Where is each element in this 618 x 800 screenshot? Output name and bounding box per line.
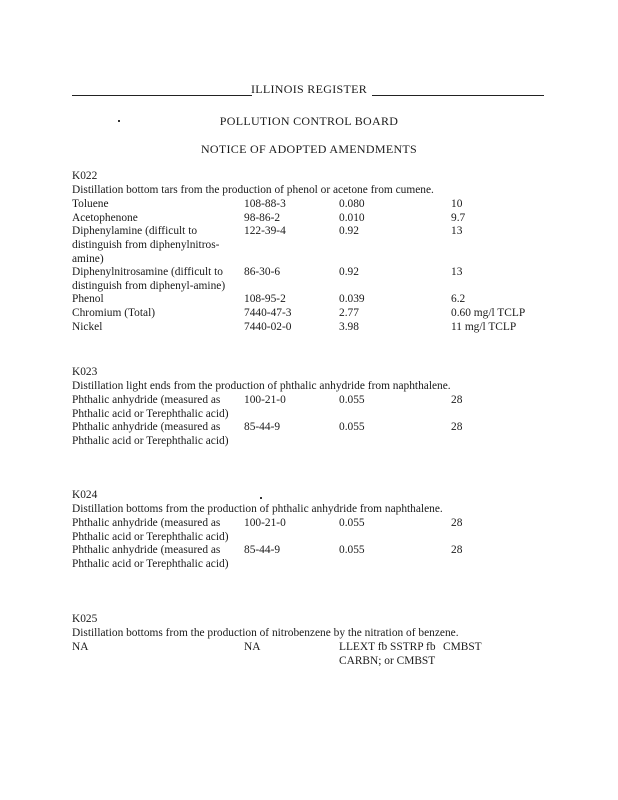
waste-code: K025 [72, 613, 98, 625]
nonwastewater-standard: 9.7 [451, 211, 466, 224]
waste-section-k024 [72, 489, 572, 572]
table-row [72, 421, 572, 448]
constituent-name: Phthalic anhydride (measured as Phthalic acid or Terephthalic acid) [72, 394, 229, 420]
nonwastewater-standard: 13 [451, 266, 463, 279]
waste-code: K024 [72, 489, 98, 501]
table-row [72, 212, 572, 226]
nonwastewater-standard: 28 [451, 517, 463, 530]
nonwastewater-standard: 28 [451, 394, 463, 407]
constituent-name: Phthalic anhydride (measured as Phthalic acid or Terephthalic acid) [72, 517, 229, 543]
wastewater-standard: 0.055 [339, 394, 365, 407]
cas-number: 85-44-9 [244, 421, 281, 434]
waste-section-k025 [72, 613, 572, 668]
wastewater-standard: 3.98 [339, 320, 359, 333]
waste-description: Distillation bottoms from the production of nitrobenzene by the nitration of benzene. [72, 626, 459, 639]
cas-number: 122-39-4 [244, 225, 286, 238]
nonwastewater-standard: 0.60 mg/l TCLP [451, 306, 526, 319]
constituent-name: NA [72, 641, 89, 654]
cas-number: 7440-47-3 [244, 306, 292, 319]
nonwastewater-standard: CMBST [443, 641, 482, 654]
cas-number: 7440-02-0 [244, 320, 292, 333]
constituent-name: Phenol [72, 293, 104, 306]
table-row [72, 198, 572, 212]
table-row [72, 544, 572, 571]
constituent-name: Toluene [72, 198, 109, 211]
nonwastewater-standard: 13 [451, 225, 463, 238]
wastewater-standard: 0.92 [339, 225, 359, 238]
wastewater-standard: 0.055 [339, 544, 365, 557]
constituent-name: Chromium (Total) [72, 306, 156, 319]
constituent-name: Nickel [72, 320, 103, 333]
constituent-name: Phthalic anhydride (measured as Phthalic acid or Terephthalic acid) [72, 421, 229, 447]
wastewater-standard: 0.055 [339, 517, 365, 530]
waste-code: K023 [72, 366, 98, 378]
table-row [72, 293, 572, 307]
constituent-name: Diphenylnitrosamine (difficult to distinguish from diphenyl-amine) [72, 266, 226, 292]
wastewater-standard: 0.010 [339, 211, 365, 224]
wastewater-standard: LLEXT fb SSTRP fb CARBN; or CMBST [339, 641, 436, 667]
scan-speck [118, 120, 120, 122]
table-row [72, 321, 572, 335]
constituent-name: Acetophenone [72, 211, 138, 224]
cas-number: 100-21-0 [244, 394, 286, 407]
table-row [72, 394, 572, 421]
cas-number: 108-88-3 [244, 198, 286, 211]
table-row [72, 266, 572, 293]
board-title: POLLUTION CONTROL BOARD [219, 114, 399, 128]
waste-description: Distillation bottoms from the production of phthalic anhydride from naphthalene. [72, 502, 443, 515]
nonwastewater-standard: 6.2 [451, 293, 466, 306]
table-row [72, 641, 572, 668]
table-row [72, 307, 572, 321]
cas-number: 100-21-0 [244, 517, 286, 530]
wastewater-standard: 2.77 [339, 306, 359, 319]
cas-number: 85-44-9 [244, 544, 281, 557]
notice-title: NOTICE OF ADOPTED AMENDMENTS [200, 142, 418, 156]
cas-number: 108-95-2 [244, 293, 286, 306]
nonwastewater-standard: 28 [451, 421, 463, 434]
nonwastewater-standard: 10 [451, 198, 463, 211]
waste-description: Distillation light ends from the production of phthalic anhydride from naphthalene. [72, 379, 451, 392]
wastewater-standard: 0.055 [339, 421, 365, 434]
table-row [72, 225, 572, 266]
cas-number: NA [244, 641, 261, 654]
waste-description: Distillation bottom tars from the production of phenol or acetone from cumene. [72, 183, 434, 196]
constituent-name: Phthalic anhydride (measured as Phthalic acid or Terephthalic acid) [72, 544, 229, 570]
cas-number: 86-30-6 [244, 266, 281, 279]
waste-section-k023 [72, 366, 572, 449]
constituent-name: Diphenylamine (difficult to distinguish from diphenylnitros-amine) [72, 225, 220, 265]
wastewater-standard: 0.039 [339, 293, 365, 306]
wastewater-standard: 0.92 [339, 266, 359, 279]
waste-section-k022 [72, 170, 572, 334]
cas-number: 98-86-2 [244, 211, 281, 224]
nonwastewater-standard: 28 [451, 544, 463, 557]
table-row [72, 517, 572, 544]
nonwastewater-standard: 11 mg/l TCLP [451, 320, 517, 333]
wastewater-standard: 0.080 [339, 198, 365, 211]
register-title: ILLINOIS REGISTER [250, 82, 368, 96]
waste-code: K022 [72, 170, 98, 182]
